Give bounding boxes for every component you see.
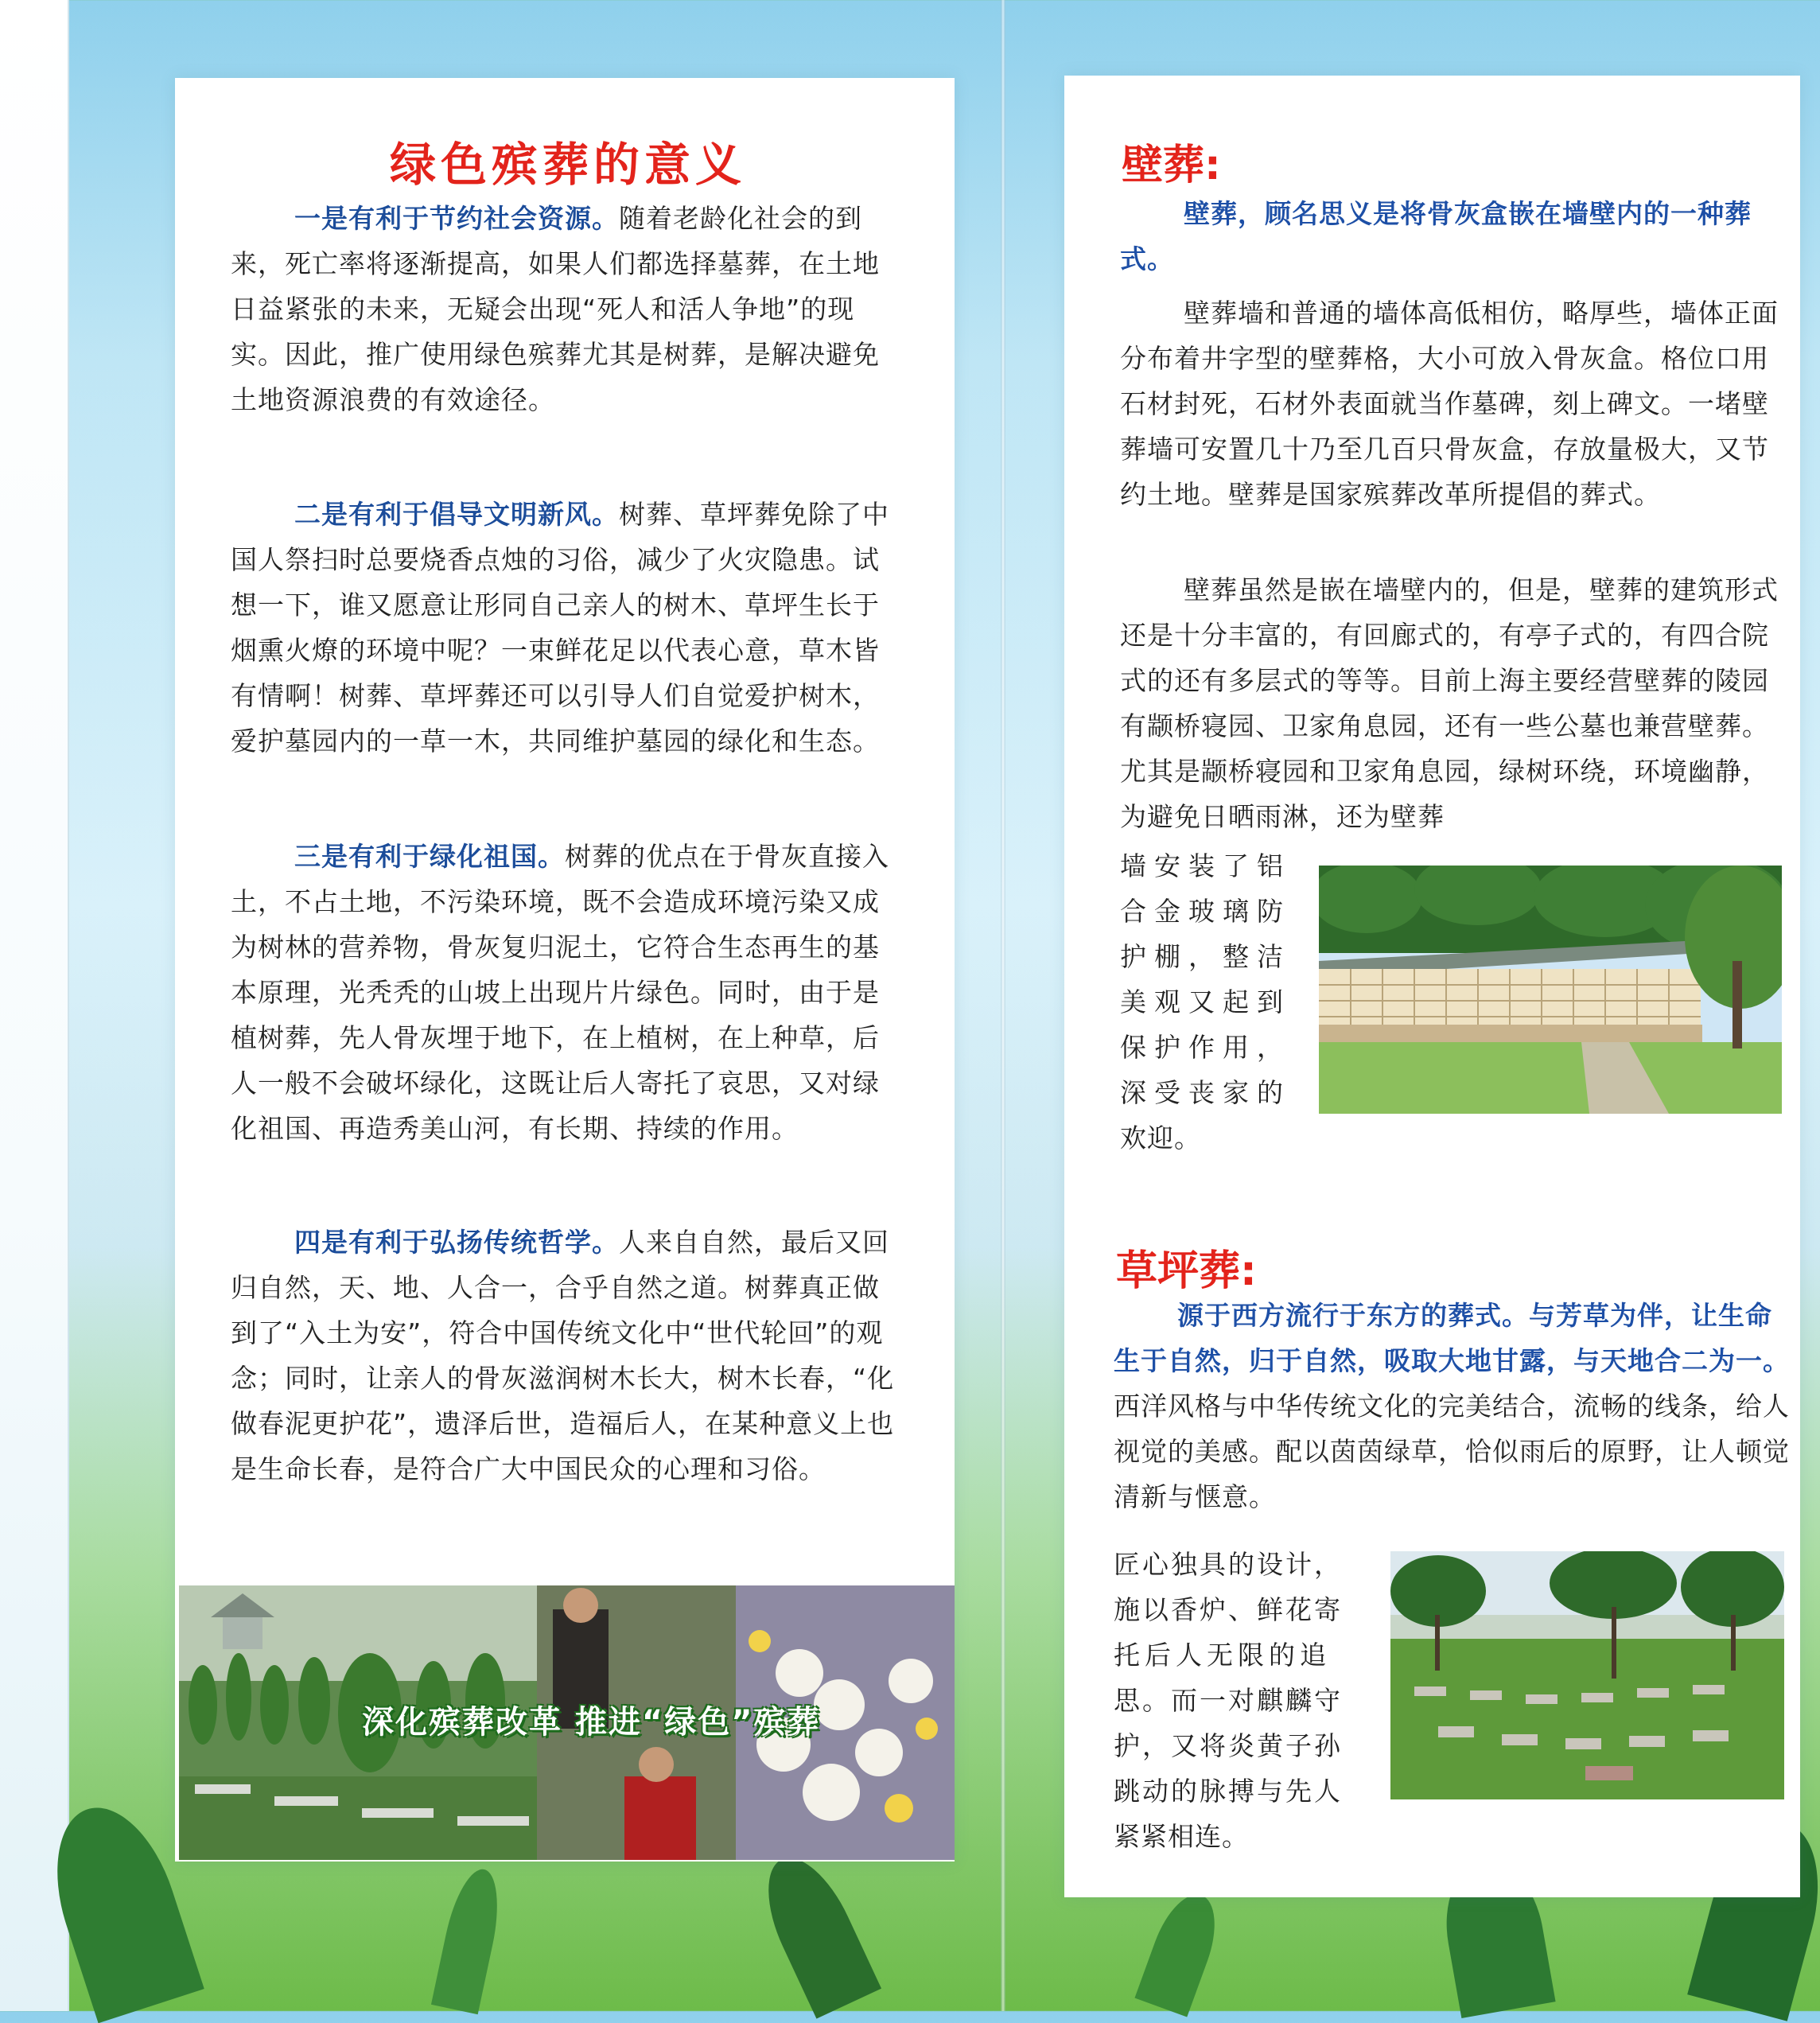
lawn-side-line: 跳动的脉搏与先人 <box>1114 1776 1343 1807</box>
wall-side-line: 深受丧家的 <box>1120 1077 1291 1108</box>
paragraph-1-lead: 一是有利于节约社会资源。 <box>294 203 619 234</box>
significance-panel <box>175 78 955 1862</box>
wall-side-line: 护棚，整洁 <box>1120 941 1291 972</box>
previous-panel-edge <box>0 0 69 2011</box>
paragraph-3-body: 树葬的优点在于骨灰直接入土，不占土地，不污染环境，既不会造成环境污染又成为树林的营养物，骨灰复归泥土，它符合生态再生的基本原理，光秃秃的山坡上出现片片绿色。同时，由于是植树葬，先人骨灰埋于地下，在上植树，在上种草，后人一般不会破坏绿化，这既让后人寄托了哀思，又对绿化祖国、再造秀美山河，有长期、持续的作用。 <box>231 841 889 1144</box>
paragraph-2-body: 树葬、草坪葬免除了中国人祭扫时总要烧香点烛的习俗，减少了火灾隐患。试想一下，谁又愿意让形同自己亲人的树木、草坪生长于烟熏火燎的环境中呢？一束鲜花足以代表心意，草木皆有情啊！树葬、草坪葬还可以引导人们自觉爱护树木，爱护墓园内的一草一木，共同维护墓园的绿化和生态。 <box>231 499 889 757</box>
paragraph-2 <box>231 492 903 764</box>
paragraph-3 <box>231 834 903 1151</box>
wall-burial-paragraph-1: 壁葬墙和普通的墙体高低相仿，略厚些，墙体正面分布着井字型的壁葬格，大小可放入骨灰盒。格位口用石材封死，石材外表面就当作墓碑，刻上碑文。一堵壁葬墙可安置几十乃至几百只骨灰盒，存放量极大，又节约土地。壁葬是国家殡葬改革所提倡的葬式。 <box>1120 298 1779 510</box>
lawn-burial-title: 草坪葬: <box>1116 1247 1257 1295</box>
lawn-burial-paragraph <box>1114 1293 1790 1519</box>
paragraph-4-body: 人来自自然，最后又回归自然，天、地、人合一，合乎自然之道。树葬真正做到了“入土为安”，符合中国传统文化中“世代轮回”的观念；同时，让亲人的骨灰滋润树木长大，树木长春，“化做春泥更护花”，遗泽后世，造福后人，在某种意义上也是生命长春，是符合广大中国民众的心理和习俗。 <box>231 1227 895 1484</box>
paragraph-1 <box>231 196 903 422</box>
lawn-side-line: 托后人无限的追 <box>1114 1640 1331 1671</box>
paragraph-3-lead: 三是有利于绿化祖国。 <box>294 841 565 872</box>
wall-burial-side-text <box>1120 843 1311 1161</box>
lawn-burial-side-text <box>1114 1542 1376 1859</box>
lawn-side-line: 施以香炉、鲜花寄 <box>1114 1594 1343 1625</box>
paragraph-2-lead: 二是有利于倡导文明新风。 <box>294 499 619 530</box>
lawn-cemetery-image <box>1390 1551 1784 1799</box>
lawn-burial-lead: 源于西方流行于东方的葬式。与芳草为伴，让生命生于自然，归于自然，吸取大地甘露，与天地合二为一。 <box>1114 1300 1790 1376</box>
lawn-side-line: 思。而一对麒麟守 <box>1114 1685 1343 1716</box>
lawn-side-line: 紧紧相连。 <box>1114 1821 1249 1852</box>
wall-burial-lead: 壁葬，顾名思义是将骨灰盒嵌在墙壁内的一种葬式。 <box>1120 198 1752 274</box>
wall-burial-paragraph-2: 壁葬虽然是嵌在墙壁内的，但是，壁葬的建筑形式还是十分丰富的，有回廊式的，有亭子式的，有四合院式的还有多层式的等等。目前上海主要经营壁葬的陵园有颛桥寝园、卫家角息园，还有一些公墓也兼营壁葬。尤其是颛桥寝园和卫家角息园，绿树环绕，环境幽静，为避免日晒雨淋，还为壁葬 <box>1120 574 1779 832</box>
lawn-burial-photo <box>1390 1551 1784 1799</box>
green-burial-banner-photo <box>179 1585 955 1860</box>
page-title: 绿色殡葬的意义 <box>390 138 747 192</box>
paragraph-1-body: 随着老龄化社会的到来，死亡率将逐渐提高，如果人们都选择墓葬，在土地日益紧张的未来，无疑会出现“死人和活人争地”的现实。因此，推广使用绿色殡葬尤其是树葬，是解决避免土地资源浪费的有效途径。 <box>231 203 880 415</box>
paragraph-4-lead: 四是有利于弘扬传统哲学。 <box>294 1227 619 1258</box>
paragraph-4 <box>231 1220 903 1492</box>
wall-side-line: 合金玻璃防 <box>1120 896 1291 927</box>
wall-burial-photo <box>1319 866 1782 1114</box>
lawn-side-line: 护，又将炎黄子孙 <box>1114 1730 1343 1761</box>
wall-side-line: 美观又起到 <box>1120 986 1291 1017</box>
burial-types-panel <box>1064 76 1800 1897</box>
wall-side-line: 墙安装了铝 <box>1120 850 1291 881</box>
brochure-fold <box>1001 0 1005 2011</box>
wall-side-line: 保护作用， <box>1120 1032 1291 1063</box>
banner-caption: 深化殡葬改革 推进“绿色”殡葬 <box>362 1704 821 1741</box>
lawn-side-line: 匠心独具的设计， <box>1114 1549 1343 1580</box>
lawn-burial-body: 西洋风格与中华传统文化的完美结合，流畅的线条，给人视觉的美感。配以茵茵绿草，恰似雨后的原野，让人顿觉清新与惬意。 <box>1114 1391 1790 1512</box>
columbarium-wall-image <box>1319 866 1782 1114</box>
wall-side-line: 欢迎。 <box>1120 1122 1201 1153</box>
wall-burial-title: 壁葬: <box>1122 142 1221 189</box>
